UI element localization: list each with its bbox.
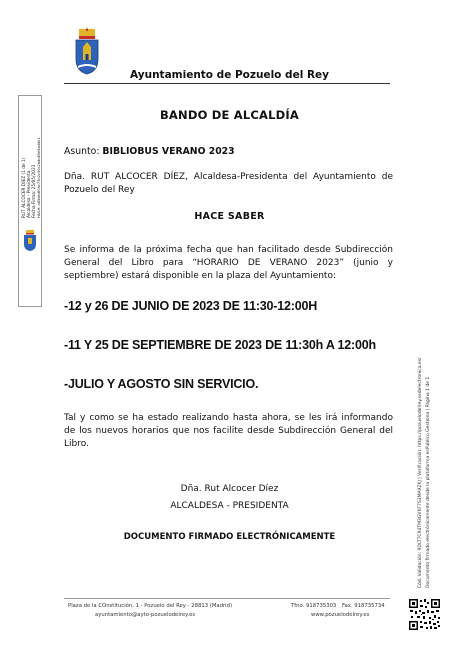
electronic-signature-note: DOCUMENTO FIRMADO ELECTRÓNICAMENTE [123, 532, 336, 542]
signer-role: ALCALDESA - PRESIDENTA [170, 501, 289, 511]
stamp-crest-icon [23, 230, 37, 252]
intro-paragraph: Dña. RUT ALCOCER DÍEZ, Alcaldesa-Presidenta del Ayuntamiento de Pozuelo del Rey [64, 172, 393, 195]
footer-web: www.pozuelodelrey.es [311, 612, 370, 618]
signer-name: Dña. Rut Alcocer Díez [180, 484, 279, 494]
validation-line-1: Cód. Validación: 9DLT7CX4TM3GVKF7S3MA9ZKJ | Verificación: https://pozuelodelrey.sedelectronica.es/ [418, 357, 423, 588]
body-paragraph-2: Tal y como se ha estado realizando hasta ahora, se les irá informando de los nuevos horarios que nos facilite desde Subdirección General del Libro. [64, 413, 393, 449]
footer-phone: Tfno. 918735303 [291, 603, 337, 609]
schedule-no-service: -JULIO Y AGOSTO SIN SERVICIO. [64, 377, 259, 391]
coat-of-arms-icon [73, 27, 101, 75]
signature-stamp [18, 95, 42, 307]
footer-email: ayuntamiento@ayto-pozuelodelrey.es [95, 612, 196, 618]
validation-strip [412, 357, 442, 590]
subject-line: Asunto: BIBLIOBUS VERANO 2023 [64, 146, 235, 157]
footer-divider [64, 598, 390, 599]
document-title: BANDO DE ALCALDÍA [159, 108, 300, 122]
schedule-june: -12 y 26 DE JUNIO DE 2023 DE 11:30-12:00H [64, 299, 318, 313]
footer-fax: Fax. 918735734 [342, 603, 385, 609]
stamp-line-1: RUT ALCOCER DIEZ (1 de 1) [22, 157, 27, 218]
stamp-line-3: Fecha Firma: 25/05/2023 [32, 164, 37, 218]
stamp-line-4: HASH: a85de4f0bc73b2c90c2adc48e5ad4e1 [37, 137, 41, 218]
body-paragraph-1: Se informa de la próxima fecha que han facilitado desde Subdirección General del Libro para “HORARIO DE VERANO 2023” (junio y septiembre) estará disponible en la plaza del Ayuntamiento: [64, 245, 393, 281]
validation-line-2: Documento firmado electrónicamente desde la plataforma esPublico Gestiona | Página 1 de 1 [426, 376, 431, 588]
subject-label: Asunto [64, 146, 97, 157]
stamp-line-2: Alcaldesa - Presidenta [27, 170, 32, 218]
announce-heading: HACE SABER [194, 211, 265, 222]
subject-value: BIBLIOBUS VERANO 2023 [102, 146, 235, 157]
schedule-september: -11 Y 25 DE SEPTIEMBRE DE 2023 DE 11:30h A 12:00h [64, 338, 376, 352]
qr-code-icon [408, 598, 441, 631]
organization-header: Ayuntamiento de Pozuelo del Rey [130, 69, 329, 81]
footer-address: Plaza de la COnstitución, 1 - Pozuelo del Rey - 28813 (Madrid) [68, 603, 233, 609]
header-divider [64, 83, 390, 84]
